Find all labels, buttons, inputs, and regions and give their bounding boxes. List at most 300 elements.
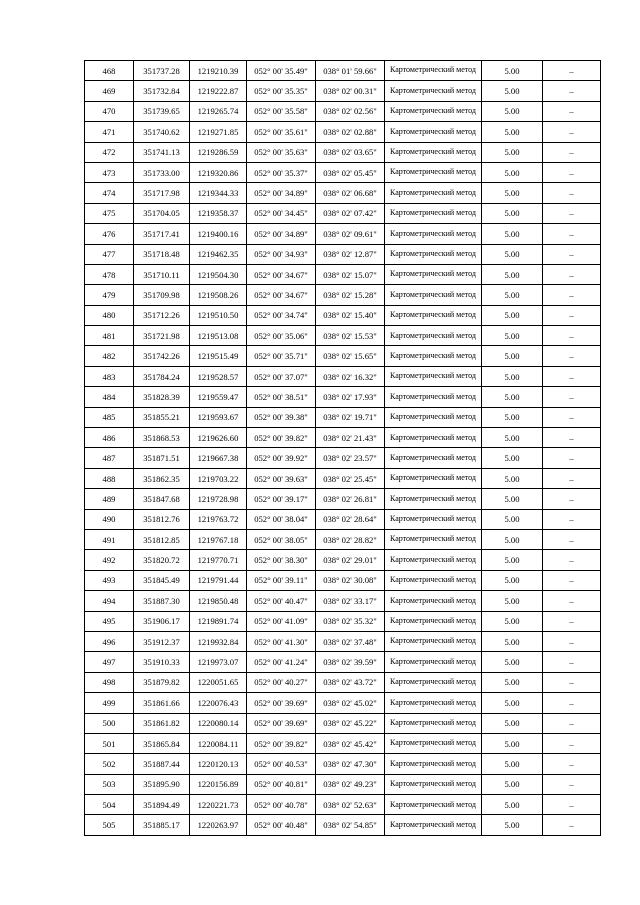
point-number-cell: 502 [85, 754, 134, 774]
accuracy-cell: 5.00 [482, 550, 543, 570]
method-cell: Картометрический метод [385, 244, 482, 264]
y-coordinate-cell: 1219510.50 [190, 305, 247, 325]
note-cell: – [543, 224, 601, 244]
table-row [85, 672, 601, 692]
note-cell: – [543, 448, 601, 468]
accuracy-cell: 5.00 [482, 183, 543, 203]
x-coordinate-cell: 351709.98 [134, 285, 190, 305]
accuracy-cell: 5.00 [482, 407, 543, 427]
note-cell: – [543, 203, 601, 223]
latitude-cell: 052° 00' 40.47" [247, 591, 316, 611]
note-cell: – [543, 754, 601, 774]
latitude-cell: 052° 00' 40.53" [247, 754, 316, 774]
y-coordinate-cell: 1220156.89 [190, 774, 247, 794]
point-number-cell: 505 [85, 815, 134, 835]
x-coordinate-cell: 351895.90 [134, 774, 190, 794]
table-row [85, 550, 601, 570]
accuracy-cell: 5.00 [482, 81, 543, 101]
y-coordinate-cell: 1220084.11 [190, 733, 247, 753]
note-cell: – [543, 81, 601, 101]
x-coordinate-cell: 351721.98 [134, 326, 190, 346]
x-coordinate-cell: 351741.13 [134, 142, 190, 162]
accuracy-cell: 5.00 [482, 244, 543, 264]
note-cell: – [543, 631, 601, 651]
latitude-cell: 052° 00' 34.67" [247, 264, 316, 284]
longitude-cell: 038° 02' 28.82" [316, 529, 385, 549]
method-cell: Картометрический метод [385, 795, 482, 815]
method-cell: Картометрический метод [385, 611, 482, 631]
coordinates-table-body [85, 61, 601, 836]
y-coordinate-cell: 1220080.14 [190, 713, 247, 733]
x-coordinate-cell: 351861.82 [134, 713, 190, 733]
x-coordinate-cell: 351717.98 [134, 183, 190, 203]
longitude-cell: 038° 02' 23.57" [316, 448, 385, 468]
method-cell: Картометрический метод [385, 326, 482, 346]
method-cell: Картометрический метод [385, 162, 482, 182]
note-cell: – [543, 774, 601, 794]
y-coordinate-cell: 1219515.49 [190, 346, 247, 366]
accuracy-cell: 5.00 [482, 672, 543, 692]
method-cell: Картометрический метод [385, 305, 482, 325]
method-cell: Картометрический метод [385, 693, 482, 713]
point-number-cell: 478 [85, 264, 134, 284]
accuracy-cell: 5.00 [482, 693, 543, 713]
method-cell: Картометрический метод [385, 203, 482, 223]
table-row [85, 795, 601, 815]
table-row [85, 509, 601, 529]
method-cell: Картометрический метод [385, 428, 482, 448]
note-cell: – [543, 693, 601, 713]
accuracy-cell: 5.00 [482, 387, 543, 407]
y-coordinate-cell: 1219222.87 [190, 81, 247, 101]
accuracy-cell: 5.00 [482, 611, 543, 631]
x-coordinate-cell: 351732.84 [134, 81, 190, 101]
point-number-cell: 498 [85, 672, 134, 692]
method-cell: Картометрический метод [385, 448, 482, 468]
method-cell: Картометрический метод [385, 366, 482, 386]
note-cell: – [543, 815, 601, 835]
x-coordinate-cell: 351894.49 [134, 795, 190, 815]
x-coordinate-cell: 351871.51 [134, 448, 190, 468]
latitude-cell: 052° 00' 41.30" [247, 631, 316, 651]
longitude-cell: 038° 02' 12.87" [316, 244, 385, 264]
latitude-cell: 052° 00' 38.51" [247, 387, 316, 407]
note-cell: – [543, 529, 601, 549]
x-coordinate-cell: 351845.49 [134, 570, 190, 590]
point-number-cell: 500 [85, 713, 134, 733]
point-number-cell: 490 [85, 509, 134, 529]
accuracy-cell: 5.00 [482, 774, 543, 794]
method-cell: Картометрический метод [385, 285, 482, 305]
x-coordinate-cell: 351906.17 [134, 611, 190, 631]
point-number-cell: 481 [85, 326, 134, 346]
longitude-cell: 038° 02' 15.40" [316, 305, 385, 325]
longitude-cell: 038° 02' 16.32" [316, 366, 385, 386]
note-cell: – [543, 672, 601, 692]
method-cell: Картометрический метод [385, 631, 482, 651]
longitude-cell: 038° 02' 30.08" [316, 570, 385, 590]
coordinates-table [84, 60, 601, 836]
accuracy-cell: 5.00 [482, 509, 543, 529]
longitude-cell: 038° 02' 43.72" [316, 672, 385, 692]
table-row [85, 815, 601, 835]
point-number-cell: 482 [85, 346, 134, 366]
x-coordinate-cell: 351718.48 [134, 244, 190, 264]
table-row [85, 346, 601, 366]
longitude-cell: 038° 02' 15.53" [316, 326, 385, 346]
accuracy-cell: 5.00 [482, 428, 543, 448]
accuracy-cell: 5.00 [482, 326, 543, 346]
table-row [85, 285, 601, 305]
x-coordinate-cell: 351861.66 [134, 693, 190, 713]
accuracy-cell: 5.00 [482, 101, 543, 121]
method-cell: Картометрический метод [385, 591, 482, 611]
point-number-cell: 495 [85, 611, 134, 631]
method-cell: Картометрический метод [385, 142, 482, 162]
point-number-cell: 504 [85, 795, 134, 815]
y-coordinate-cell: 1219791.44 [190, 570, 247, 590]
point-number-cell: 474 [85, 183, 134, 203]
note-cell: – [543, 285, 601, 305]
latitude-cell: 052° 00' 41.09" [247, 611, 316, 631]
table-row [85, 652, 601, 672]
latitude-cell: 052° 00' 40.81" [247, 774, 316, 794]
point-number-cell: 477 [85, 244, 134, 264]
accuracy-cell: 5.00 [482, 815, 543, 835]
accuracy-cell: 5.00 [482, 285, 543, 305]
longitude-cell: 038° 02' 28.64" [316, 509, 385, 529]
method-cell: Картометрический метод [385, 407, 482, 427]
method-cell: Картометрический метод [385, 774, 482, 794]
latitude-cell: 052° 00' 39.63" [247, 468, 316, 488]
point-number-cell: 483 [85, 366, 134, 386]
longitude-cell: 038° 02' 33.17" [316, 591, 385, 611]
y-coordinate-cell: 1219626.60 [190, 428, 247, 448]
y-coordinate-cell: 1219462.35 [190, 244, 247, 264]
latitude-cell: 052° 00' 34.93" [247, 244, 316, 264]
note-cell: – [543, 428, 601, 448]
accuracy-cell: 5.00 [482, 203, 543, 223]
longitude-cell: 038° 02' 15.28" [316, 285, 385, 305]
y-coordinate-cell: 1219271.85 [190, 122, 247, 142]
point-number-cell: 470 [85, 101, 134, 121]
table-row [85, 162, 601, 182]
point-number-cell: 497 [85, 652, 134, 672]
longitude-cell: 038° 02' 15.07" [316, 264, 385, 284]
accuracy-cell: 5.00 [482, 162, 543, 182]
accuracy-cell: 5.00 [482, 142, 543, 162]
x-coordinate-cell: 351717.41 [134, 224, 190, 244]
point-number-cell: 472 [85, 142, 134, 162]
x-coordinate-cell: 351820.72 [134, 550, 190, 570]
longitude-cell: 038° 02' 54.85" [316, 815, 385, 835]
y-coordinate-cell: 1219767.18 [190, 529, 247, 549]
table-row [85, 713, 601, 733]
point-number-cell: 480 [85, 305, 134, 325]
accuracy-cell: 5.00 [482, 448, 543, 468]
note-cell: – [543, 591, 601, 611]
method-cell: Картометрический метод [385, 264, 482, 284]
latitude-cell: 052° 00' 39.69" [247, 693, 316, 713]
note-cell: – [543, 122, 601, 142]
y-coordinate-cell: 1220076.43 [190, 693, 247, 713]
latitude-cell: 052° 00' 34.89" [247, 224, 316, 244]
x-coordinate-cell: 351740.62 [134, 122, 190, 142]
longitude-cell: 038° 02' 02.56" [316, 101, 385, 121]
method-cell: Картометрический метод [385, 81, 482, 101]
note-cell: – [543, 733, 601, 753]
table-row [85, 733, 601, 753]
longitude-cell: 038° 02' 09.61" [316, 224, 385, 244]
latitude-cell: 052° 00' 37.07" [247, 366, 316, 386]
latitude-cell: 052° 00' 34.89" [247, 183, 316, 203]
longitude-cell: 038° 02' 19.71" [316, 407, 385, 427]
longitude-cell: 038° 02' 06.68" [316, 183, 385, 203]
y-coordinate-cell: 1219286.59 [190, 142, 247, 162]
point-number-cell: 489 [85, 489, 134, 509]
table-row [85, 611, 601, 631]
y-coordinate-cell: 1219320.86 [190, 162, 247, 182]
method-cell: Картометрический метод [385, 754, 482, 774]
latitude-cell: 052° 00' 35.37" [247, 162, 316, 182]
y-coordinate-cell: 1219513.08 [190, 326, 247, 346]
y-coordinate-cell: 1219850.48 [190, 591, 247, 611]
method-cell: Картометрический метод [385, 652, 482, 672]
x-coordinate-cell: 351704.05 [134, 203, 190, 223]
method-cell: Картометрический метод [385, 183, 482, 203]
longitude-cell: 038° 02' 21.43" [316, 428, 385, 448]
y-coordinate-cell: 1219703.22 [190, 468, 247, 488]
x-coordinate-cell: 351812.85 [134, 529, 190, 549]
latitude-cell: 052° 00' 39.11" [247, 570, 316, 590]
table-row [85, 591, 601, 611]
note-cell: – [543, 366, 601, 386]
accuracy-cell: 5.00 [482, 754, 543, 774]
longitude-cell: 038° 02' 49.23" [316, 774, 385, 794]
y-coordinate-cell: 1219508.26 [190, 285, 247, 305]
point-number-cell: 471 [85, 122, 134, 142]
longitude-cell: 038° 02' 37.48" [316, 631, 385, 651]
longitude-cell: 038° 02' 45.02" [316, 693, 385, 713]
x-coordinate-cell: 351855.21 [134, 407, 190, 427]
y-coordinate-cell: 1220221.73 [190, 795, 247, 815]
latitude-cell: 052° 00' 39.92" [247, 448, 316, 468]
accuracy-cell: 5.00 [482, 570, 543, 590]
point-number-cell: 494 [85, 591, 134, 611]
y-coordinate-cell: 1219559.47 [190, 387, 247, 407]
y-coordinate-cell: 1219528.57 [190, 366, 247, 386]
note-cell: – [543, 264, 601, 284]
longitude-cell: 038° 02' 05.45" [316, 162, 385, 182]
x-coordinate-cell: 351742.26 [134, 346, 190, 366]
method-cell: Картометрический метод [385, 468, 482, 488]
x-coordinate-cell: 351712.26 [134, 305, 190, 325]
table-row [85, 61, 601, 81]
point-number-cell: 484 [85, 387, 134, 407]
point-number-cell: 503 [85, 774, 134, 794]
x-coordinate-cell: 351865.84 [134, 733, 190, 753]
table-row [85, 101, 601, 121]
longitude-cell: 038° 02' 45.22" [316, 713, 385, 733]
latitude-cell: 052° 00' 35.35" [247, 81, 316, 101]
point-number-cell: 485 [85, 407, 134, 427]
table-row [85, 203, 601, 223]
point-number-cell: 493 [85, 570, 134, 590]
table-row [85, 428, 601, 448]
x-coordinate-cell: 351710.11 [134, 264, 190, 284]
y-coordinate-cell: 1220263.97 [190, 815, 247, 835]
accuracy-cell: 5.00 [482, 529, 543, 549]
table-row [85, 366, 601, 386]
point-number-cell: 473 [85, 162, 134, 182]
latitude-cell: 052° 00' 40.27" [247, 672, 316, 692]
accuracy-cell: 5.00 [482, 795, 543, 815]
note-cell: – [543, 570, 601, 590]
table-row [85, 264, 601, 284]
longitude-cell: 038° 02' 35.32" [316, 611, 385, 631]
y-coordinate-cell: 1219763.72 [190, 509, 247, 529]
note-cell: – [543, 387, 601, 407]
document-page [84, 60, 600, 836]
latitude-cell: 052° 00' 34.45" [247, 203, 316, 223]
latitude-cell: 052° 00' 35.61" [247, 122, 316, 142]
note-cell: – [543, 101, 601, 121]
method-cell: Картометрический метод [385, 346, 482, 366]
point-number-cell: 469 [85, 81, 134, 101]
note-cell: – [543, 611, 601, 631]
latitude-cell: 052° 00' 35.06" [247, 326, 316, 346]
latitude-cell: 052° 00' 40.48" [247, 815, 316, 835]
longitude-cell: 038° 02' 00.31" [316, 81, 385, 101]
latitude-cell: 052° 00' 38.05" [247, 529, 316, 549]
note-cell: – [543, 713, 601, 733]
accuracy-cell: 5.00 [482, 305, 543, 325]
point-number-cell: 476 [85, 224, 134, 244]
longitude-cell: 038° 02' 26.81" [316, 489, 385, 509]
latitude-cell: 052° 00' 39.38" [247, 407, 316, 427]
latitude-cell: 052° 00' 39.82" [247, 733, 316, 753]
table-row [85, 448, 601, 468]
note-cell: – [543, 652, 601, 672]
table-row [85, 774, 601, 794]
latitude-cell: 052° 00' 34.74" [247, 305, 316, 325]
latitude-cell: 052° 00' 39.82" [247, 428, 316, 448]
table-row [85, 693, 601, 713]
accuracy-cell: 5.00 [482, 733, 543, 753]
y-coordinate-cell: 1220120.13 [190, 754, 247, 774]
x-coordinate-cell: 351784.24 [134, 366, 190, 386]
accuracy-cell: 5.00 [482, 61, 543, 81]
longitude-cell: 038° 02' 47.30" [316, 754, 385, 774]
note-cell: – [543, 244, 601, 264]
y-coordinate-cell: 1219728.98 [190, 489, 247, 509]
y-coordinate-cell: 1219593.67 [190, 407, 247, 427]
latitude-cell: 052° 00' 41.24" [247, 652, 316, 672]
method-cell: Картометрический метод [385, 570, 482, 590]
x-coordinate-cell: 351879.82 [134, 672, 190, 692]
method-cell: Картометрический метод [385, 550, 482, 570]
x-coordinate-cell: 351847.68 [134, 489, 190, 509]
x-coordinate-cell: 351733.00 [134, 162, 190, 182]
table-row [85, 529, 601, 549]
note-cell: – [543, 346, 601, 366]
x-coordinate-cell: 351739.65 [134, 101, 190, 121]
y-coordinate-cell: 1219265.74 [190, 101, 247, 121]
point-number-cell: 496 [85, 631, 134, 651]
x-coordinate-cell: 351887.30 [134, 591, 190, 611]
latitude-cell: 052° 00' 39.69" [247, 713, 316, 733]
point-number-cell: 492 [85, 550, 134, 570]
x-coordinate-cell: 351885.17 [134, 815, 190, 835]
y-coordinate-cell: 1220051.65 [190, 672, 247, 692]
method-cell: Картометрический метод [385, 529, 482, 549]
table-row [85, 468, 601, 488]
longitude-cell: 038° 02' 07.42" [316, 203, 385, 223]
method-cell: Картометрический метод [385, 387, 482, 407]
table-row [85, 754, 601, 774]
point-number-cell: 468 [85, 61, 134, 81]
table-row [85, 183, 601, 203]
method-cell: Картометрический метод [385, 122, 482, 142]
y-coordinate-cell: 1219891.74 [190, 611, 247, 631]
x-coordinate-cell: 351737.28 [134, 61, 190, 81]
longitude-cell: 038° 02' 03.65" [316, 142, 385, 162]
note-cell: – [543, 305, 601, 325]
table-row [85, 305, 601, 325]
table-row [85, 122, 601, 142]
point-number-cell: 499 [85, 693, 134, 713]
latitude-cell: 052° 00' 34.67" [247, 285, 316, 305]
accuracy-cell: 5.00 [482, 652, 543, 672]
table-row [85, 570, 601, 590]
x-coordinate-cell: 351868.53 [134, 428, 190, 448]
y-coordinate-cell: 1219973.07 [190, 652, 247, 672]
method-cell: Картометрический метод [385, 509, 482, 529]
x-coordinate-cell: 351862.35 [134, 468, 190, 488]
table-row [85, 142, 601, 162]
point-number-cell: 491 [85, 529, 134, 549]
latitude-cell: 052° 00' 40.78" [247, 795, 316, 815]
table-row [85, 326, 601, 346]
y-coordinate-cell: 1219770.71 [190, 550, 247, 570]
note-cell: – [543, 468, 601, 488]
x-coordinate-cell: 351887.44 [134, 754, 190, 774]
x-coordinate-cell: 351812.76 [134, 509, 190, 529]
point-number-cell: 486 [85, 428, 134, 448]
accuracy-cell: 5.00 [482, 468, 543, 488]
note-cell: – [543, 326, 601, 346]
method-cell: Картометрический метод [385, 815, 482, 835]
table-row [85, 407, 601, 427]
note-cell: – [543, 142, 601, 162]
table-row [85, 631, 601, 651]
note-cell: – [543, 162, 601, 182]
x-coordinate-cell: 351828.39 [134, 387, 190, 407]
longitude-cell: 038° 02' 25.45" [316, 468, 385, 488]
method-cell: Картометрический метод [385, 489, 482, 509]
longitude-cell: 038° 02' 17.93" [316, 387, 385, 407]
x-coordinate-cell: 351910.33 [134, 652, 190, 672]
point-number-cell: 479 [85, 285, 134, 305]
accuracy-cell: 5.00 [482, 346, 543, 366]
accuracy-cell: 5.00 [482, 366, 543, 386]
y-coordinate-cell: 1219210.39 [190, 61, 247, 81]
accuracy-cell: 5.00 [482, 264, 543, 284]
longitude-cell: 038° 02' 29.01" [316, 550, 385, 570]
longitude-cell: 038° 02' 52.63" [316, 795, 385, 815]
latitude-cell: 052° 00' 35.63" [247, 142, 316, 162]
note-cell: – [543, 489, 601, 509]
